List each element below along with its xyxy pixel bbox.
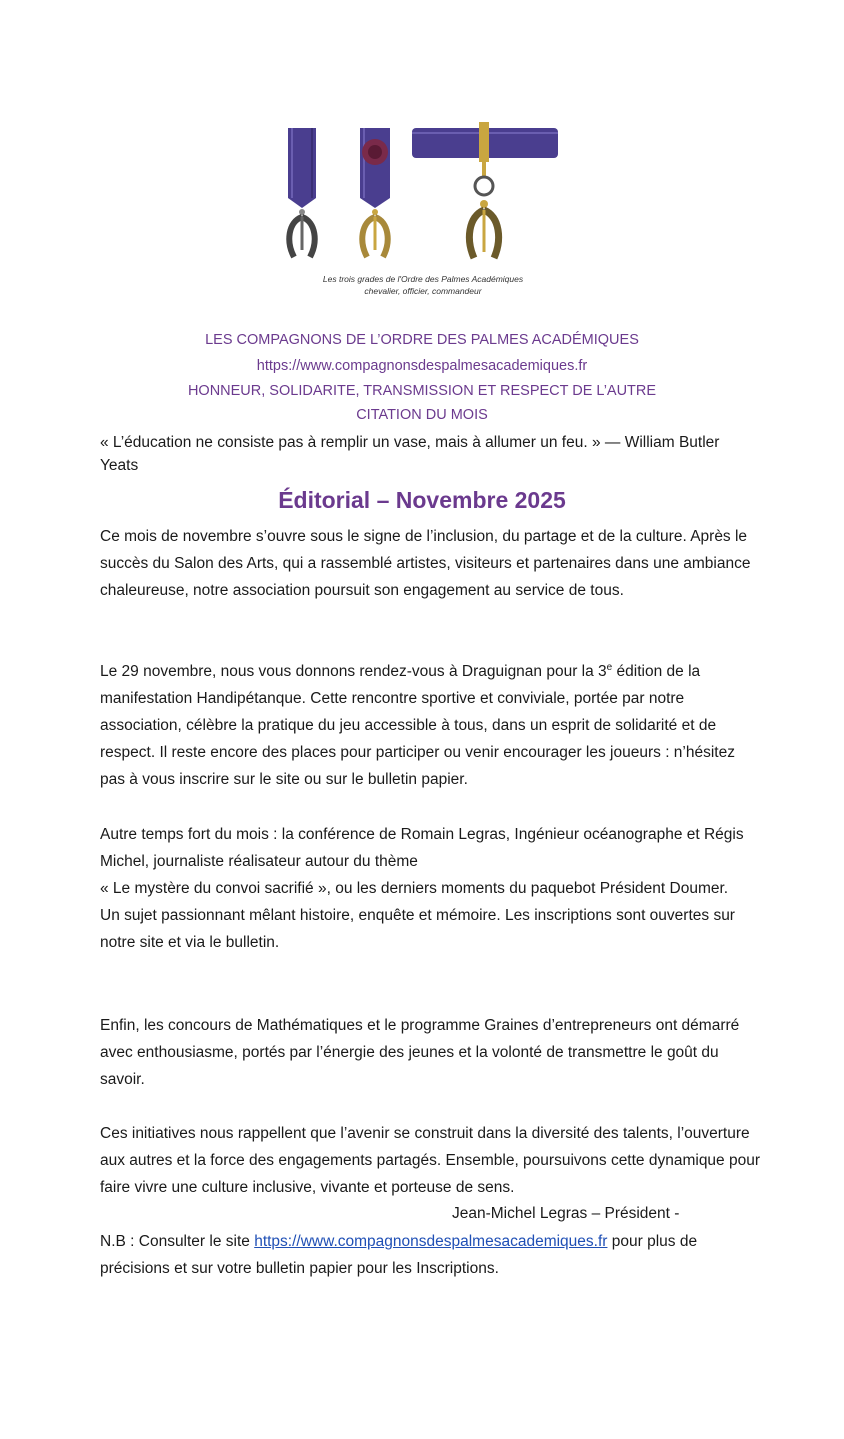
nb-note	[100, 1228, 760, 1282]
p2-superscript: e	[606, 661, 613, 673]
commandeur-medal	[412, 122, 558, 258]
nb-suffix: pour plus de précisions et sur votre bulletin papier pour les Inscriptions.	[100, 1233, 698, 1277]
p3-line-3: Un sujet passionnant mêlant histoire, enquête et mémoire. Les inscriptions sont ouvertes sur notre site et via le bulletin.	[100, 907, 735, 951]
medals-caption	[278, 273, 568, 297]
website-link[interactable]: https://www.compagnonsdespalmesacademiques.fr	[254, 1233, 608, 1250]
caption-line-1: Les trois grades de l'Ordre des Palmes Académiques	[322, 274, 524, 284]
chevalier-medal	[288, 128, 316, 257]
p2-text-before: Le 29 novembre, nous vous donnons rendez-vous à Draguignan pour la 3	[100, 663, 607, 680]
paragraph-conclusion: Ces initiatives nous rappellent que l’avenir se construit dans la diversité des talents, l’ouverture aux autres et la force des engagements partagés. Ensemble, poursuivons cette dynamique pour faire vivre une culture inclusive, vivante et porteuse de sens.	[100, 1125, 761, 1196]
org-motto: HONNEUR, SOLIDARITE, TRANSMISSION ET RESPECT DE L’AUTRE	[187, 383, 657, 399]
signature: Jean-Michel Legras – Président -	[452, 1205, 680, 1222]
paragraph-concours: Enfin, les concours de Mathématiques et le programme Graines d’entrepreneurs ont démarré avec enthousiasme, portés par l’énergie des jeunes et la volonté de transmettre le goût du savoir.	[100, 1017, 740, 1088]
quote-heading: CITATION DU MOIS	[356, 407, 488, 423]
nb-prefix: N.B : Consulter le site	[100, 1233, 255, 1250]
org-name: LES COMPAGNONS DE L’ORDRE DES PALMES ACADÉMIQUES	[205, 332, 639, 348]
paragraph-intro: Ce mois de novembre s’ouvre sous le signe de l’inclusion, du partage et de la culture. Après le succès du Salon des Arts, qui a rassemblé artistes, visiteurs et partenaires dans une ambiance chaleureuse, notre association poursuit son engagement au service de tous.	[100, 528, 751, 599]
p3-line-1: Autre temps fort du mois : la conférence de Romain Legras, Ingénieur océanographe et Régis Michel, journaliste réalisateur autour du thème	[100, 826, 744, 870]
p3-line-2: « Le mystère du convoi sacrifié », ou les derniers moments du paquebot Président Doumer.	[100, 880, 729, 897]
officier-medal	[360, 128, 390, 257]
caption-line-2: chevalier, officier, commandeur	[364, 286, 482, 296]
org-url[interactable]: https://www.compagnonsdespalmesacademiques.fr	[256, 358, 588, 374]
p2-text-after: édition de la manifestation Handipétanque. Cette rencontre sportive et conviviale, portée par notre association, célèbre la pratique du jeu accessible à tous, dans un esprit de solidarité et de respect. Il reste encore des places pour participer ou venir encourager les joueurs : n’hésitez pas à vous inscrire sur le site ou sur le bulletin papier.	[100, 663, 735, 788]
paragraph-handipetanque	[100, 658, 760, 793]
page-title: Éditorial – Novembre 2025	[278, 487, 566, 513]
monthly-quote: « L’éducation ne consiste pas à remplir un vase, mais à allumer un feu. » — William Butler Yeats	[100, 434, 720, 474]
paragraph-conference	[100, 821, 760, 956]
